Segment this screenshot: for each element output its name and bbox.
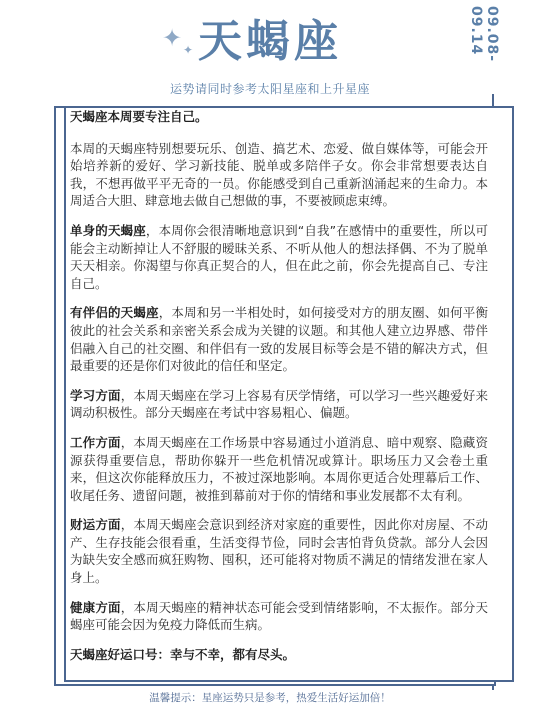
sparkle-star-icon: ✦ — [162, 24, 183, 52]
work-paragraph — [70, 434, 488, 504]
single-label: 单身的天蝎座 — [70, 222, 146, 238]
work-text: ，本周天蝎座在工作场景中容易通过小道消息、暗中观察、隐藏资源获得重要信息，帮助你躲开一些危机情况或算计。职场压力又会卷土重来，但这次你能释放压力，不被过深地影响。本周你更适合处理幕后工作、收尾任务、遗留问题，被推到幕前对于你的情绪和事业发展都不太有利。 — [70, 434, 488, 503]
single-text: ，本周你会很清晰地意识到“自我”在感情中的重要性，所以可能会主动断掉让人不舒服的暧昧关系、不听从他人的想法择偶、不为了脱单天天相亲。你渴望与你真正契合的人，但在此之前，你会先提高自己、专注自己。 — [70, 222, 488, 291]
sparkle-star-small-icon: ✦ — [183, 43, 194, 57]
intro-heading: 天蝎座本周要专注自己。 — [70, 109, 208, 124]
page-title: 天蝎座 — [198, 16, 342, 67]
footer-tip: 温馨提示：星座运势只是参考，热爱生活好运加倍！ — [149, 692, 391, 704]
page-header — [0, 0, 540, 110]
date-range-wrap — [470, 6, 500, 110]
overview-paragraph: 本周的天蝎座特别想要玩乐、创造、搞艺术、恋爱、做自媒体等，可能会开始培养新的爱好、学习新技能、脱单或多陪伴子女。你会非常想要表达自我，不想再做平平无奇的一员。你能感受到自己重新汹涌起来的生命力。本周适合大胆、肆意地去做自己想做的事，不要被顾虑束缚。 — [70, 140, 488, 209]
lucky-slogan: 天蝎座好运口号：幸与不幸，都有尽头。 — [70, 646, 296, 662]
study-paragraph — [70, 387, 488, 422]
horoscope-content — [70, 108, 488, 675]
money-label: 财运方面 — [70, 517, 121, 533]
work-label: 工作方面 — [70, 434, 121, 450]
money-paragraph — [70, 516, 488, 586]
health-text: ，本周天蝎座的精神状态可能会受到情绪影响，不太振作。部分天蝎座可能会因为免疫力降低而生病。 — [70, 599, 488, 633]
partner-paragraph — [70, 304, 488, 374]
date-range: 09.08-09.14 — [468, 6, 500, 63]
study-text: ，本周天蝎座在学习上容易有厌学情绪，可以学习一些兴趣爱好来调动积极性。部分天蝎座在考试中容易粗心、偏题。 — [70, 387, 488, 421]
single-paragraph — [70, 222, 488, 292]
partner-label: 有伴侣的天蝎座 — [70, 305, 159, 321]
health-label: 健康方面 — [70, 599, 121, 615]
partner-text: ，本周和另一半相处时，如何接受对方的朋友圈、如何平衡彼此的社会关系和亲密关系会成为关键的议题。和其他人建立边界感、带伴侣融入自己的社交圈、和伴侣有一致的发展目标等会是不错的解决方式，但最重要的还是你们对彼此的信任和坚定。 — [70, 305, 488, 374]
page-subtitle: 运势请同时参考太阳星座和上升星座 — [169, 82, 370, 96]
study-label: 学习方面 — [70, 387, 121, 403]
money-text: ，本周天蝎座会意识到经济对家庭的重要性，因此你对房屋、不动产、生存技能会很看重，生活变得节俭，同时会害怕背负贷款。部分人会因为缺失安全感而疯狂购物、囤积，还可能将对物质不满足的情绪发泄在家人身上。 — [70, 517, 488, 586]
health-paragraph — [70, 599, 488, 634]
